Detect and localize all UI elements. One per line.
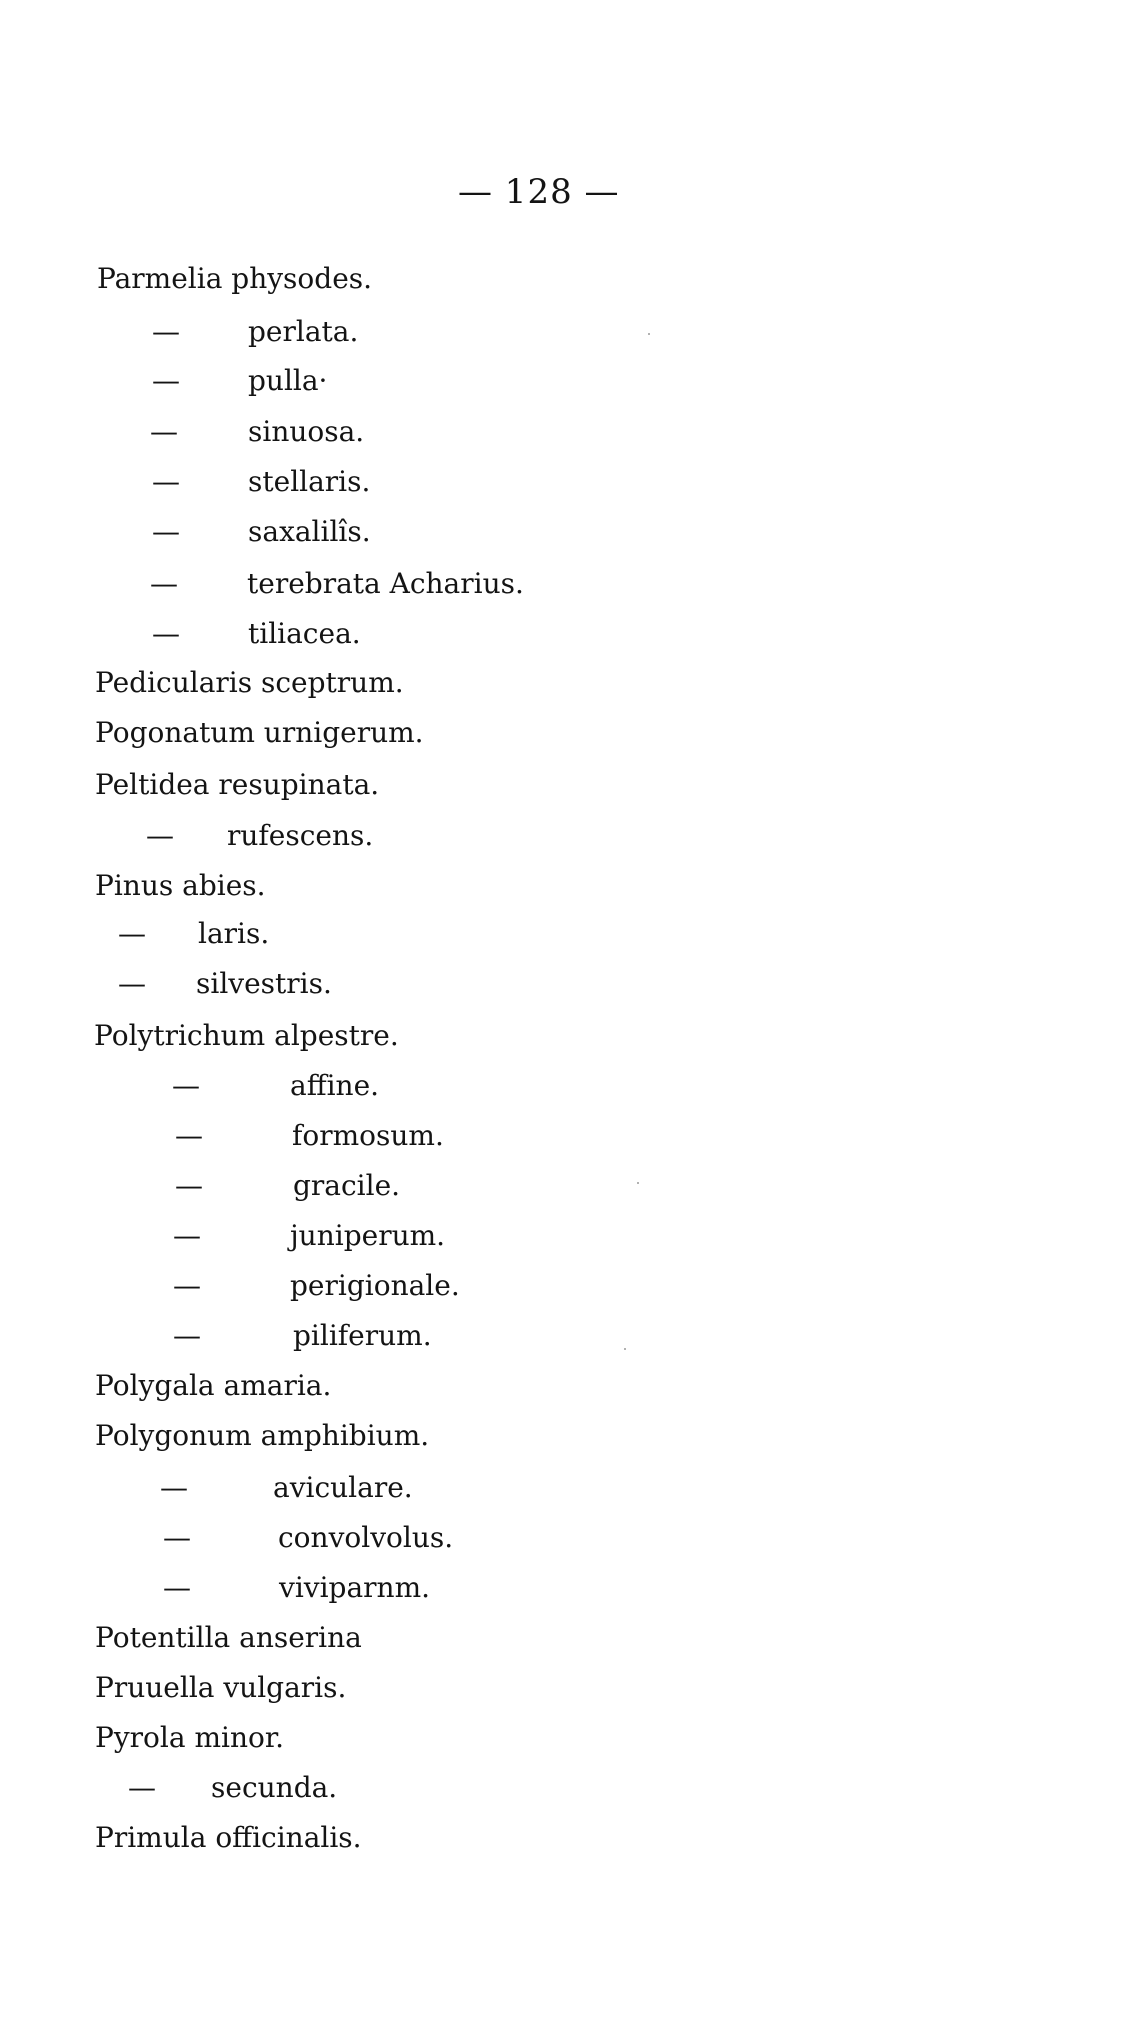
species-epithet: gracile. bbox=[293, 1169, 401, 1202]
ditto-dash: — bbox=[118, 917, 146, 950]
ditto-dash: — bbox=[163, 1521, 191, 1554]
species-epithet: terebrata Acharius. bbox=[247, 567, 524, 600]
species-epithet: formosum. bbox=[292, 1119, 444, 1152]
ditto-dash: — bbox=[128, 1771, 156, 1804]
paper-speck bbox=[637, 1182, 639, 1184]
species-name: Parmelia physodes. bbox=[97, 262, 373, 295]
species-epithet: convolvolus. bbox=[278, 1521, 454, 1554]
ditto-dash: — bbox=[175, 1169, 203, 1202]
ditto-dash: — bbox=[152, 515, 180, 548]
page-number: — 128 — bbox=[458, 172, 620, 212]
ditto-dash: — bbox=[175, 1119, 203, 1152]
ditto-dash: — bbox=[172, 1069, 200, 1102]
species-epithet: laris. bbox=[198, 917, 270, 950]
species-epithet: stellaris. bbox=[248, 465, 371, 498]
ditto-dash: — bbox=[173, 1269, 201, 1302]
species-name: Polygala amaria. bbox=[95, 1369, 332, 1402]
species-epithet: perigionale. bbox=[290, 1269, 460, 1302]
species-name: Pedicularis sceptrum. bbox=[95, 666, 404, 699]
species-epithet: pulla· bbox=[248, 364, 328, 397]
ditto-dash: — bbox=[173, 1319, 201, 1352]
species-epithet: secunda. bbox=[211, 1771, 338, 1804]
species-name: Pinus abies. bbox=[95, 869, 266, 902]
species-epithet: juniperum. bbox=[290, 1219, 446, 1252]
species-name: Pyrola minor. bbox=[95, 1721, 285, 1754]
species-name: Polytrichum alpestre. bbox=[94, 1019, 399, 1052]
paper-speck bbox=[648, 333, 650, 335]
species-epithet: saxalilîs. bbox=[248, 515, 371, 548]
ditto-dash: — bbox=[152, 364, 180, 397]
ditto-dash: — bbox=[152, 315, 180, 348]
species-name: Potentilla anserina bbox=[95, 1621, 362, 1654]
ditto-dash: — bbox=[163, 1571, 191, 1604]
species-epithet: silvestris. bbox=[196, 967, 332, 1000]
species-epithet: tiliacea. bbox=[248, 617, 361, 650]
species-epithet: viviparnm. bbox=[279, 1571, 431, 1604]
paper-speck bbox=[624, 1348, 626, 1350]
species-name: Pogonatum urnigerum. bbox=[95, 716, 424, 749]
species-epithet: rufescens. bbox=[227, 819, 374, 852]
species-name: Pruuella vulgaris. bbox=[95, 1671, 347, 1704]
species-name: Peltidea resupinata. bbox=[95, 768, 380, 801]
species-epithet: perlata. bbox=[248, 315, 359, 348]
ditto-dash: — bbox=[146, 819, 174, 852]
ditto-dash: — bbox=[150, 415, 178, 448]
ditto-dash: — bbox=[152, 465, 180, 498]
ditto-dash: — bbox=[173, 1219, 201, 1252]
species-name: Primula officinalis. bbox=[95, 1821, 362, 1854]
ditto-dash: — bbox=[160, 1471, 188, 1504]
species-epithet: piliferum. bbox=[293, 1319, 432, 1352]
ditto-dash: — bbox=[152, 617, 180, 650]
species-epithet: sinuosa. bbox=[248, 415, 365, 448]
ditto-dash: — bbox=[118, 967, 146, 1000]
species-epithet: affine. bbox=[290, 1069, 380, 1102]
species-epithet: aviculare. bbox=[273, 1471, 413, 1504]
species-name: Polygonum amphibium. bbox=[95, 1419, 430, 1452]
ditto-dash: — bbox=[150, 567, 178, 600]
